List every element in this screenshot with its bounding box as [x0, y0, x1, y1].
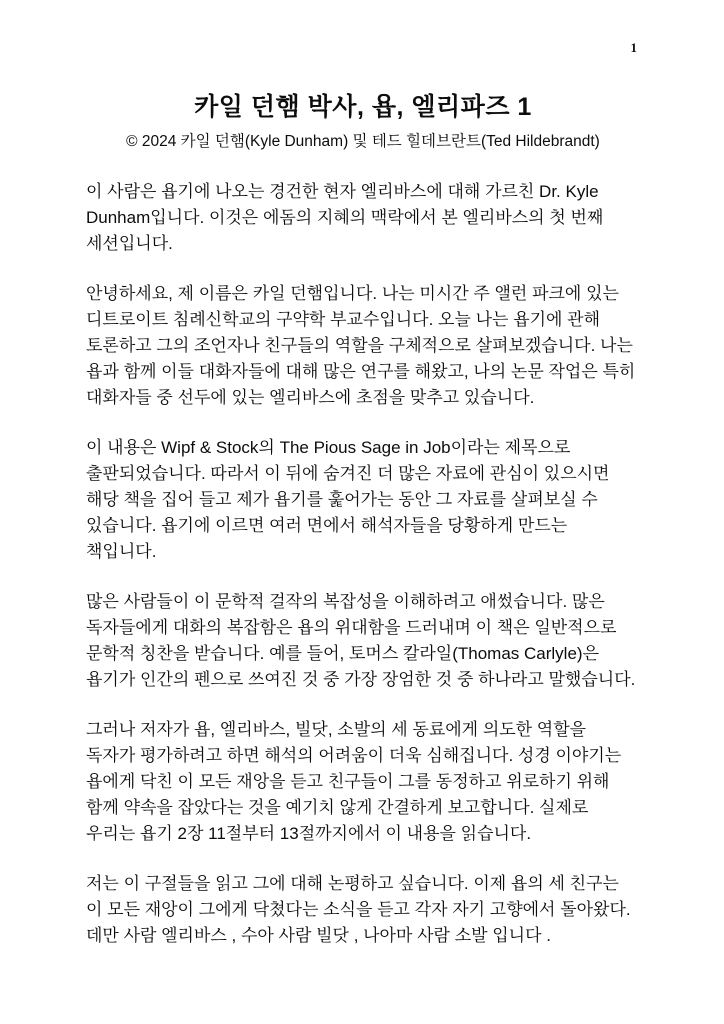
- paragraph-publication: 이 내용은 Wipf & Stock의 The Pious Sage in Job이라는 제목으로 출판되었습니다. 따라서 이 뒤에 숨겨진 더 많은 자료에 관심이 있으시면 해당 책을 집어 들고 제가 욥기를 훑어가는 동안 그 자료를 살펴보실 수 있습니다. 욥기에 이르면 여러 면에서 해석자들을 당황하게 만드는 책입니다.: [86, 438, 610, 561]
- paragraph-verses: 저는 이 구절들을 읽고 그에 대해 논평하고 싶습니다. 이제 욥의 세 친구는 이 모든 재앙이 그에게 닥쳤다는 소식을 듣고 각자 자기 고향에서 돌아왔다. 데만 사람 엘리바스 , 수아 사람 빌닷 , 나아마 사람 소발 입니다 .: [86, 874, 631, 945]
- paragraph-three-friends: 그러나 저자가 욥, 엘리바스, 빌닷, 소발의 세 동료에게 의도한 역할을 독자가 평가하려고 하면 해석의 어려움이 더욱 심해집니다. 성경 이야기는 욥에게 닥친 이 모든 재앙을 듣고 친구들이 그를 동정하고 위로하기 위해 함께 약속을 잡았다는 것을 예기치 않게 간결하게 보고합니다. 실제로 우리는 욥기 2장 11절부터 13절까지에서 이 내용을 읽습니다.: [86, 720, 622, 843]
- copyright-line: © 2024 카일 던햄(Kyle Dunham) 및 테드 힐데브란트(Ted Hildebrandt): [126, 133, 600, 150]
- paragraph-literary-praise: 많은 사람들이 이 문학적 걸작의 복잡성을 이해하려고 애썼습니다. 많은 독자들에게 대화의 복잡함은 욥의 위대함을 드러내며 이 책은 일반적으로 문학적 칭찬을 받습니다. 예를 들어, 토머스 칼라일(Thomas Carlyle)은 욥기가 인간의 펜으로 쓰여진 것 중 가장 장엄한 것 중 하나라고 말했습니다.: [86, 592, 636, 689]
- paragraph-intro: 이 사람은 욥기에 나오는 경건한 현자 엘리바스에 대해 가르친 Dr. Kyle Dunham입니다. 이것은 에돔의 지혜의 맥락에서 본 엘리바스의 첫 번째 세션입니다.: [86, 182, 604, 253]
- page-number: 1: [630, 40, 637, 55]
- paragraph-greeting: 안녕하세요, 제 이름은 카일 던햄입니다. 나는 미시간 주 앨런 파크에 있는 디트로이트 침례신학교의 구약학 부교수입니다. 오늘 나는 욥기에 관해 토론하고 그의 조언자나 친구들의 역할을 구체적으로 살펴보겠습니다. 나는 욥과 함께 이들 대화자들에 대해 많은 연구를 해왔고, 나의 논문 작업은 특히 대화자들 중 선두에 있는 엘리바스에 초점을 맞추고 있습니다.: [86, 284, 636, 407]
- document-title: 카일 던햄 박사, 욥, 엘리파즈 1: [194, 93, 532, 121]
